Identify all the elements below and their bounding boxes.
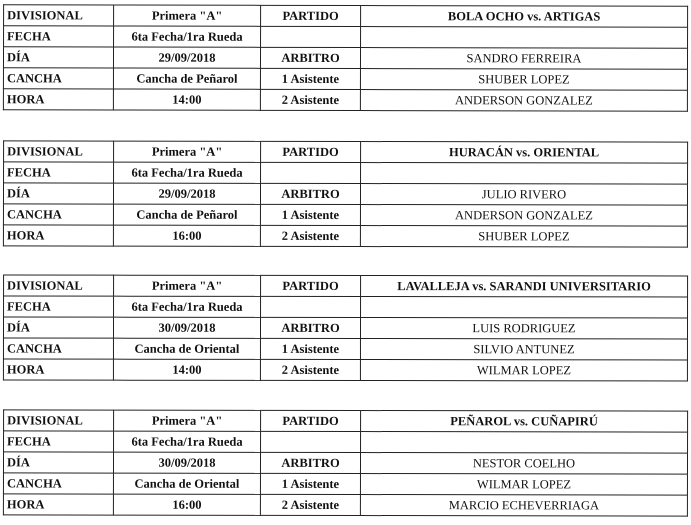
divisional-row — [4, 141, 688, 163]
asistente1-label: 1 Asistente — [260, 204, 360, 225]
cancha-row — [3, 204, 687, 226]
arbitro-label: ARBITRO — [260, 183, 360, 204]
divisional-value: Primera "A" — [114, 5, 261, 26]
arbitro-value: JULIO RIVERO — [360, 184, 687, 206]
divisional-label: DIVISIONAL — [4, 141, 114, 162]
fecha-row — [4, 162, 688, 184]
hora-row — [3, 494, 687, 516]
cancha-row — [3, 68, 687, 90]
empty-cell — [261, 296, 361, 317]
match-title: LAVALLEJA vs. SARANDI UNIVERSITARIO — [361, 276, 688, 297]
cancha-row — [3, 473, 687, 495]
asistente2-label: 2 Asistente — [260, 359, 360, 380]
fecha-label: FECHA — [4, 431, 114, 452]
partido-label: PARTIDO — [261, 275, 361, 296]
fecha-label: FECHA — [4, 26, 114, 47]
cancha-label: CANCHA — [3, 338, 113, 359]
arbitro-label: ARBITRO — [260, 317, 360, 338]
asistente2-value: ANDERSON GONZALEZ — [360, 90, 687, 112]
hora-label: HORA — [3, 89, 113, 110]
asistente2-label: 2 Asistente — [260, 225, 360, 246]
dia-label: DÍA — [3, 47, 113, 68]
fecha-value: 6ta Fecha/1ra Rueda — [114, 431, 261, 452]
dia-row — [3, 183, 687, 205]
hora-row — [3, 225, 687, 247]
divisional-row — [4, 275, 688, 297]
hora-value: 16:00 — [113, 494, 260, 515]
fecha-row — [4, 26, 688, 48]
arbitro-value: NESTOR COELHO — [360, 453, 687, 475]
asistente1-value: SHUBER LOPEZ — [360, 69, 687, 91]
fecha-value: 6ta Fecha/1ra Rueda — [114, 26, 261, 47]
asistente2-label: 2 Asistente — [260, 494, 360, 515]
asistente1-value: WILMAR LOPEZ — [360, 474, 687, 496]
dia-row — [3, 47, 687, 69]
partido-label: PARTIDO — [261, 141, 361, 162]
match-title: PEÑAROL vs. CUÑAPIRÚ — [361, 411, 688, 433]
empty-cell — [361, 27, 688, 49]
fecha-label: FECHA — [4, 296, 114, 317]
dia-value: 29/09/2018 — [113, 183, 260, 204]
cancha-label: CANCHA — [3, 473, 113, 494]
empty-cell — [361, 297, 688, 318]
cancha-label: CANCHA — [3, 68, 113, 89]
hora-value: 14:00 — [113, 89, 260, 110]
empty-cell — [261, 26, 361, 47]
match-table — [3, 140, 688, 247]
empty-cell — [261, 431, 361, 452]
cancha-value: Cancha de Peñarol — [113, 68, 260, 89]
match-table — [3, 4, 688, 111]
asistente2-label: 2 Asistente — [260, 89, 360, 110]
cancha-value: Cancha de Oriental — [113, 473, 260, 494]
divisional-value: Primera "A" — [114, 275, 261, 296]
dia-label: DÍA — [3, 317, 113, 338]
divisional-value: Primera "A" — [114, 410, 261, 431]
fecha-value: 6ta Fecha/1ra Rueda — [114, 296, 261, 317]
hora-value: 14:00 — [113, 359, 260, 380]
hora-row — [3, 89, 687, 111]
dia-label: DÍA — [3, 452, 113, 473]
asistente1-label: 1 Asistente — [260, 473, 360, 494]
fecha-row — [4, 431, 688, 453]
match-title: BOLA OCHO vs. ARTIGAS — [361, 6, 688, 28]
asistente2-value: MARCIO ECHEVERRIAGA — [360, 495, 687, 517]
match-table — [3, 409, 688, 516]
match-table — [3, 275, 688, 382]
divisional-label: DIVISIONAL — [4, 410, 114, 431]
divisional-row — [4, 5, 688, 27]
dia-label: DÍA — [3, 183, 113, 204]
asistente2-value: WILMAR LOPEZ — [360, 360, 687, 381]
arbitro-value: LUIS RODRIGUEZ — [360, 318, 687, 339]
asistente1-label: 1 Asistente — [260, 338, 360, 359]
cancha-value: Cancha de Peñarol — [113, 204, 260, 225]
dia-row — [3, 452, 687, 474]
asistente1-value: ANDERSON GONZALEZ — [360, 205, 687, 227]
fecha-row — [4, 296, 688, 318]
dia-value: 30/09/2018 — [113, 317, 260, 338]
arbitro-label: ARBITRO — [260, 452, 360, 473]
divisional-label: DIVISIONAL — [4, 5, 114, 26]
dia-value: 30/09/2018 — [113, 452, 260, 473]
divisional-row — [4, 410, 688, 432]
fecha-value: 6ta Fecha/1ra Rueda — [114, 162, 261, 183]
empty-cell — [361, 432, 688, 454]
partido-label: PARTIDO — [261, 410, 361, 431]
partido-label: PARTIDO — [261, 5, 361, 26]
asistente1-label: 1 Asistente — [260, 68, 360, 89]
cancha-label: CANCHA — [3, 204, 113, 225]
hora-row — [3, 359, 687, 381]
cancha-row — [3, 338, 687, 360]
hora-label: HORA — [3, 494, 113, 515]
divisional-value: Primera "A" — [114, 141, 261, 162]
hora-value: 16:00 — [113, 225, 260, 246]
empty-cell — [261, 162, 361, 183]
arbitro-value: SANDRO FERREIRA — [360, 48, 687, 70]
fecha-label: FECHA — [4, 162, 114, 183]
asistente1-value: SILVIO ANTUNEZ — [360, 339, 687, 360]
asistente2-value: SHUBER LOPEZ — [360, 226, 687, 248]
hora-label: HORA — [3, 225, 113, 246]
dia-value: 29/09/2018 — [113, 47, 260, 68]
arbitro-label: ARBITRO — [260, 47, 360, 68]
match-title: HURACÁN vs. ORIENTAL — [361, 142, 688, 164]
dia-row — [3, 317, 687, 339]
divisional-label: DIVISIONAL — [4, 275, 114, 296]
cancha-value: Cancha de Oriental — [113, 338, 260, 359]
hora-label: HORA — [3, 359, 113, 380]
empty-cell — [361, 163, 688, 185]
